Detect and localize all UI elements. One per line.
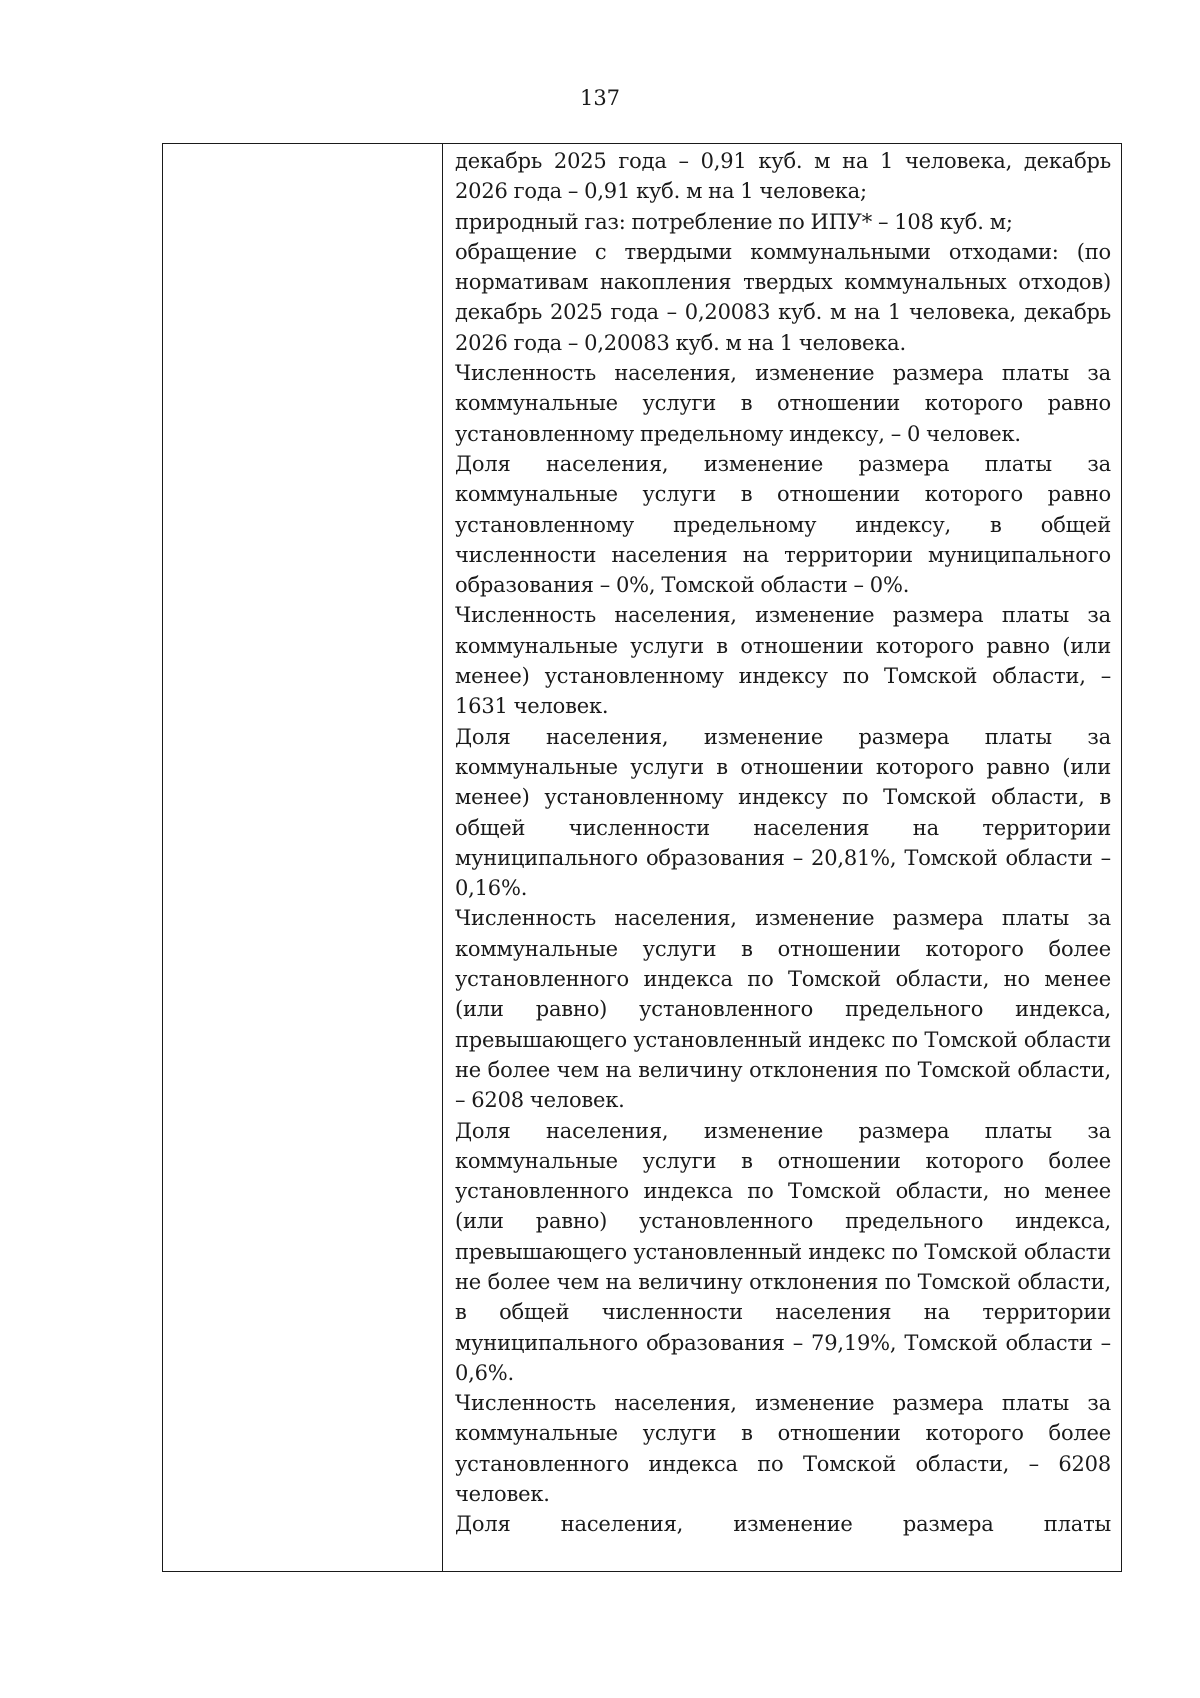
paragraph-share-above-index-truncated: Доля населения, изменение размера платы [455,1512,1111,1537]
paragraph-count-above-index-within-deviation: Численность населения, изменение размера платы за коммунальные услуги в отношении которого более установленного индекса по Томской области, но менее (или равно) установленного предельного индекса, превышающего установленный индекс по Томской области не более чем на величину отклонения по Томской области, – 6208 человек. [455,906,1111,1113]
paragraph-consumption-waste: обращение с твердыми коммунальными отходами: (по нормативам накопления твердых коммунальных отходов) декабрь 2025 года – 0,20083 куб. м на 1 человека, декабрь 2026 года – 0,20083 куб. м на 1 человека. [455,239,1111,355]
paragraph-count-equal-limit: Численность населения, изменение размера платы за коммунальные услуги в отношении которого равно установленному предельному индексу, – 0 человек. [455,361,1111,446]
table-row [163,144,1122,1572]
paragraph-consumption-water: декабрь 2025 года – 0,91 куб. м на 1 человека, декабрь 2026 года – 0,91 куб. м на 1 человека; [455,149,1111,204]
left-cell [163,144,443,1572]
right-cell [443,144,1122,1572]
content-table [162,143,1122,1572]
paragraph-share-equal-or-less-index: Доля населения, изменение размера платы за коммунальные услуги в отношении которого равно (или менее) установленному индексу по Томской области, в общей численности населения на территории муниципального образования – 20,81%, Томской области – 0,16%. [455,724,1111,901]
paragraph-count-equal-or-less-index: Численность населения, изменение размера платы за коммунальные услуги в отношении которого равно (или менее) установленному индексу по Томской области, – 1631 человек. [455,603,1111,719]
paragraph-share-equal-limit: Доля населения, изменение размера платы за коммунальные услуги в отношении которого равно установленному предельному индексу, в общей численности населения на территории муниципального образования – 0%, Томской области – 0%. [455,451,1111,598]
paragraph-consumption-gas: природный газ: потребление по ИПУ* – 108 куб. м; [455,209,1013,234]
paragraph-count-above-index: Численность населения, изменение размера платы за коммунальные услуги в отношении которого более установленного индекса по Томской области, – 6208 человек. [455,1391,1111,1507]
page-number: 137 [579,86,621,110]
paragraph-share-above-index-within-deviation: Доля населения, изменение размера платы за коммунальные услуги в отношении которого более установленного индекса по Томской области, но менее (или равно) установленного предельного индекса, превышающего установленный индекс по Томской области не более чем на величину отклонения по Томской области, в общей численности населения на территории муниципального образования – 79,19%, Томской области – 0,6%. [455,1118,1111,1385]
